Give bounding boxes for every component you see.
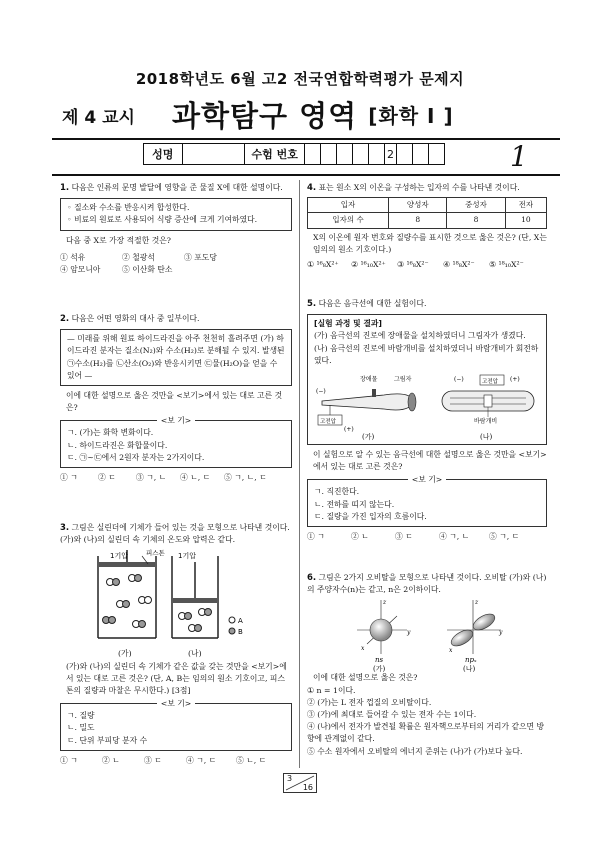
axis-x-label: x <box>449 647 453 655</box>
axis-z-label: z <box>383 599 387 607</box>
q5-choices <box>307 531 547 543</box>
q4-number: 4. <box>307 183 317 193</box>
q5-bogi-title: <보 기> <box>408 475 447 484</box>
q6-caption-a: (가) <box>373 665 386 673</box>
q5-bogi-item: ㄴ. 전하를 띠지 않는다. <box>314 499 395 509</box>
q2-choice[interactable]: ② ㄷ <box>98 473 116 483</box>
q5-caption-a: (가) <box>362 433 375 442</box>
q1-choices <box>60 252 292 276</box>
legend-a-marker <box>229 617 235 623</box>
header-rule-top <box>52 138 560 140</box>
exam-no-label: 수험 번호 <box>245 144 305 164</box>
q6-ask: 이에 대한 설명으로 옳은 것은? <box>313 673 418 683</box>
q5-ask: 이 실험으로 알 수 있는 음극선에 대한 설명으로 옳은 것만을 <보기>에서 있는 대로 고른 것은? <box>313 450 547 472</box>
q1-box-line: ◦ 비료의 원료로 사용되어 식량 증산에 크게 기여하였다. <box>67 215 258 225</box>
q2-stem: 다음은 어떤 영화의 대사 중 일부이다. <box>71 314 200 323</box>
subject-paren: [화학 I ] <box>368 104 454 128</box>
question-6 <box>307 572 547 758</box>
q4-choice[interactable]: ① ¹⁶₈X²⁺ <box>307 260 339 270</box>
cylinder-b <box>172 556 218 638</box>
table-cell: 8 <box>389 213 447 228</box>
minus-label: (−) <box>316 388 326 396</box>
q6-stem: 그림은 2가지 오비탈을 모형으로 나타낸 것이다. 오비탈 (가)와 (나)의 주양자수(n)는 같고, n은 2이하이다. <box>307 573 547 595</box>
exam-no-digit-box[interactable] <box>413 144 429 164</box>
table-row <box>308 198 547 213</box>
q3-choice[interactable]: ① ㄱ <box>60 755 78 765</box>
q1-choice[interactable]: ④ 암모니아 <box>60 265 101 275</box>
question-3 <box>60 522 292 767</box>
q2-choice[interactable]: ③ ㄱ, ㄴ <box>136 473 167 483</box>
axis-y-label: y <box>499 629 503 637</box>
legend-b-marker <box>229 628 235 634</box>
q3-label-atm-left: 1기압 <box>110 552 128 561</box>
exam-no-digit-box[interactable] <box>321 144 337 164</box>
q4-choices <box>307 259 547 271</box>
q5-choice[interactable]: ⑤ ㄱ, ㄷ <box>489 532 520 542</box>
orbital-a-label: ns <box>375 656 384 665</box>
exam-no-digit-box[interactable] <box>337 144 353 164</box>
table-cell: 10 <box>505 213 546 228</box>
q5-choice[interactable]: ② ㄴ <box>351 532 369 542</box>
tube-a <box>316 375 416 433</box>
table-header-cell: 중성자 <box>447 198 505 213</box>
q3-bogi-box <box>60 699 292 751</box>
header-rule-bottom <box>52 174 560 176</box>
page-number: 1 <box>510 140 528 173</box>
q5-cathode-ray-figure <box>314 369 540 441</box>
name-label: 성명 <box>144 144 183 164</box>
exam-no-digit-box[interactable] <box>429 144 444 164</box>
q3-choice[interactable]: ④ ㄱ, ㄷ <box>186 755 217 765</box>
q4-choice[interactable]: ③ ¹⁶₈X²⁻ <box>397 260 429 270</box>
q6-choice[interactable]: ④ (나)에서 전자가 발견될 확률은 원자핵으로부터의 거리가 같으면 방향에 관계없이 같다. <box>307 722 545 744</box>
session-label: 제 4 교시 <box>62 108 135 128</box>
q2-bogi-item: ㄱ. (가)는 화학 변화이다. <box>67 428 154 438</box>
q3-cylinder-figure <box>60 548 292 648</box>
plus-label: (+) <box>510 376 520 384</box>
question-4 <box>307 182 547 271</box>
legend-b-label: B <box>238 628 243 637</box>
table-cell: 입자의 수 <box>308 213 389 228</box>
q4-choice[interactable]: ④ ¹⁸₈X²⁻ <box>443 260 475 270</box>
exam-no-digit-box[interactable] <box>353 144 369 164</box>
q3-choice[interactable]: ③ ㄷ <box>144 755 162 765</box>
minus-label: (−) <box>454 376 464 384</box>
q5-stem: 다음은 음극선에 대한 실험이다. <box>318 299 427 308</box>
q6-caption-b: (나) <box>463 665 476 673</box>
q3-label-atm-right: 1기압 <box>178 552 196 561</box>
q5-choice[interactable]: ③ ㄷ <box>395 532 413 542</box>
q5-caption-b: (나) <box>480 433 493 442</box>
q5-box-title: [실험 과정 및 결과] <box>314 319 382 329</box>
table-row <box>308 213 547 228</box>
axis-y-label: y <box>407 629 411 637</box>
q3-choice[interactable]: ⑤ ㄴ, ㄷ <box>236 755 267 765</box>
q5-step: (나) 음극선의 진로에 바람개비를 설치하였더니 바람개비가 회전하였다. <box>314 343 539 365</box>
q5-bogi-item: ㄱ. 직진한다. <box>314 487 360 497</box>
hv-label-a: 고전압 <box>320 419 336 426</box>
q3-caption-a: (가) <box>118 649 132 659</box>
q6-choice[interactable]: ③ (가)에 최대로 들어갈 수 있는 전자 수는 1이다. <box>307 710 477 720</box>
q4-stem: 표는 원소 X의 이온을 구성하는 입자의 수를 나타낸 것이다. <box>318 183 520 192</box>
p-orbital <box>447 599 503 654</box>
exam-title: 2018학년도 6월 고2 전국연합학력평가 문제지 <box>135 70 465 88</box>
table-header-cell: 전자 <box>505 198 546 213</box>
tube-b <box>442 375 534 425</box>
exam-no-digit-box[interactable] <box>305 144 321 164</box>
q1-box-line: ◦ 질소와 수소를 반응시켜 합성한다. <box>67 203 190 213</box>
q3-choice[interactable]: ② ㄴ <box>102 755 120 765</box>
q4-choice[interactable]: ② ¹⁶₁₀X²⁺ <box>351 260 386 270</box>
q1-choice[interactable]: ② 철광석 <box>122 252 155 262</box>
exam-no-digit-box[interactable] <box>369 144 385 164</box>
q4-choice[interactable]: ⑤ ¹⁸₁₀X²⁻ <box>489 260 524 270</box>
hv-label-b: 고전압 <box>482 379 498 386</box>
page-current: 3 <box>287 774 293 783</box>
q6-choice[interactable]: ② (가)는 L 전자 껍질의 오비탈이다. <box>307 697 432 707</box>
q6-choice[interactable]: ① n = 1이다. <box>307 685 356 695</box>
s-orbital <box>357 599 411 654</box>
q6-number: 6. <box>307 573 317 583</box>
orbital-b-label: npₓ <box>465 656 477 665</box>
obstacle-label: 장애물 <box>360 376 378 384</box>
table-cell: 8 <box>447 213 505 228</box>
legend-a-label: A <box>238 617 243 626</box>
pinwheel-label: 바람개비 <box>474 418 498 426</box>
subject-title <box>172 94 454 135</box>
q4-particle-table <box>307 197 547 228</box>
q1-stem: 다음은 인류의 문명 발달에 영향을 준 물질 X에 대한 설명이다. <box>71 183 283 192</box>
shadow-label: 그림자 <box>394 376 412 384</box>
q1-number: 1. <box>60 183 70 193</box>
q2-number: 2. <box>60 314 70 324</box>
q3-label-piston: 피스톤 <box>146 549 165 558</box>
q1-ask: 다음 중 X로 가장 적절한 것은? <box>66 235 171 245</box>
plus-label: (+) <box>344 426 354 434</box>
axis-x-label: x <box>361 645 365 653</box>
page-indicator <box>283 773 317 793</box>
exam-no-digit: 2 <box>385 144 398 164</box>
q4-ask: X의 이온에 원자 번호와 질량수를 표시한 것으로 옳은 것은? (단, X는 임의의 원소 기호이다.) <box>313 232 547 254</box>
subject-name: 과학탐구 영역 <box>172 99 358 133</box>
q2-choice[interactable]: ④ ㄴ, ㄷ <box>180 473 211 483</box>
table-header-cell: 양성자 <box>389 198 447 213</box>
q1-choice[interactable]: ③ 포도당 <box>184 252 217 262</box>
q5-step: (가) 음극선의 진로에 장애물을 설치하였더니 그림자가 생겼다. <box>314 331 526 341</box>
cylinder-a <box>98 550 156 638</box>
q6-choice[interactable]: ⑤ 수소 원자에서 오비탈의 에너지 준위는 (나)가 (가)보다 높다. <box>307 746 523 756</box>
q5-experiment-box <box>307 314 547 445</box>
candidate-info-row <box>143 143 445 165</box>
page-total: 16 <box>302 783 313 792</box>
axis-z-label: z <box>475 599 479 607</box>
q2-choice[interactable]: ⑤ ㄱ, ㄴ, ㄷ <box>224 473 267 483</box>
q2-choice[interactable]: ① ㄱ <box>60 473 78 483</box>
q2-bogi-title: <보 기> <box>157 416 196 425</box>
name-field[interactable] <box>183 144 245 164</box>
q3-stem: 그림은 실린더에 기체가 들어 있는 것을 모형으로 나타낸 것이다. (가)와 (나)의 실린더 속 기체의 온도와 압력은 같다. <box>60 523 290 545</box>
q2-bogi-box <box>60 416 292 468</box>
question-2 <box>60 313 292 484</box>
q3-bogi-item: ㄷ. 단위 부피당 분자 수 <box>67 735 148 745</box>
q2-ask: 이에 대한 설명으로 옳은 것만을 <보기>에서 있는 대로 고른 것은? <box>66 391 283 413</box>
q3-choices <box>60 755 292 767</box>
q1-choice[interactable]: ① 석유 <box>60 252 86 262</box>
exam-no-digit-box[interactable] <box>397 144 413 164</box>
table-header-cell: 입자 <box>308 198 389 213</box>
q2-bogi-item: ㄷ. ㉠~㉢에서 2원자 분자는 2가지이다. <box>67 452 205 462</box>
q3-bogi-item: ㄴ. 밀도 <box>67 723 95 733</box>
question-5 <box>307 298 547 543</box>
q3-bogi-title: <보 기> <box>157 699 196 708</box>
q3-number: 3. <box>60 523 70 533</box>
q1-choice[interactable]: ⑤ 이산화 탄소 <box>122 265 173 275</box>
q1-info-box <box>60 198 292 230</box>
q2-choices <box>60 472 292 484</box>
q5-number: 5. <box>307 299 317 309</box>
q3-bogi-item: ㄱ. 질량 <box>67 711 95 721</box>
question-1 <box>60 182 292 276</box>
q2-bogi-item: ㄴ. 하이드라진은 화합물이다. <box>67 440 168 450</box>
q2-quote-box: — 미래를 위해 원료 하이드라진을 아주 천천히 흘려주면 (가) 하이드라진 분자는 질소(N₂)와 수소(H₂)로 분해될 수 있지. 발생된 ㉠수소(H₂)를 ㉡산소(O₂)와 반응시키면 ㉢물(H₂O)을 얻을 수 있어 — <box>60 329 292 386</box>
q3-ask: (가)와 (나)의 실린더 속 기체가 같은 값을 갖는 것만을 <보기>에서 있는 대로 고른 것은? (단, A, B는 임의의 원소 기호이고, 피스톤의 질량과 마찰은 무시한다.) [3점] <box>66 661 287 696</box>
q3-caption-b: (나) <box>188 649 202 659</box>
q5-bogi-item: ㄷ. 질량을 가진 입자의 흐름이다. <box>314 511 427 521</box>
q6-orbital-figure <box>307 596 547 672</box>
q5-bogi-box <box>307 475 547 527</box>
q5-choice[interactable]: ① ㄱ <box>307 532 325 542</box>
q5-choice[interactable]: ④ ㄱ, ㄴ <box>439 532 470 542</box>
column-divider <box>299 180 300 768</box>
